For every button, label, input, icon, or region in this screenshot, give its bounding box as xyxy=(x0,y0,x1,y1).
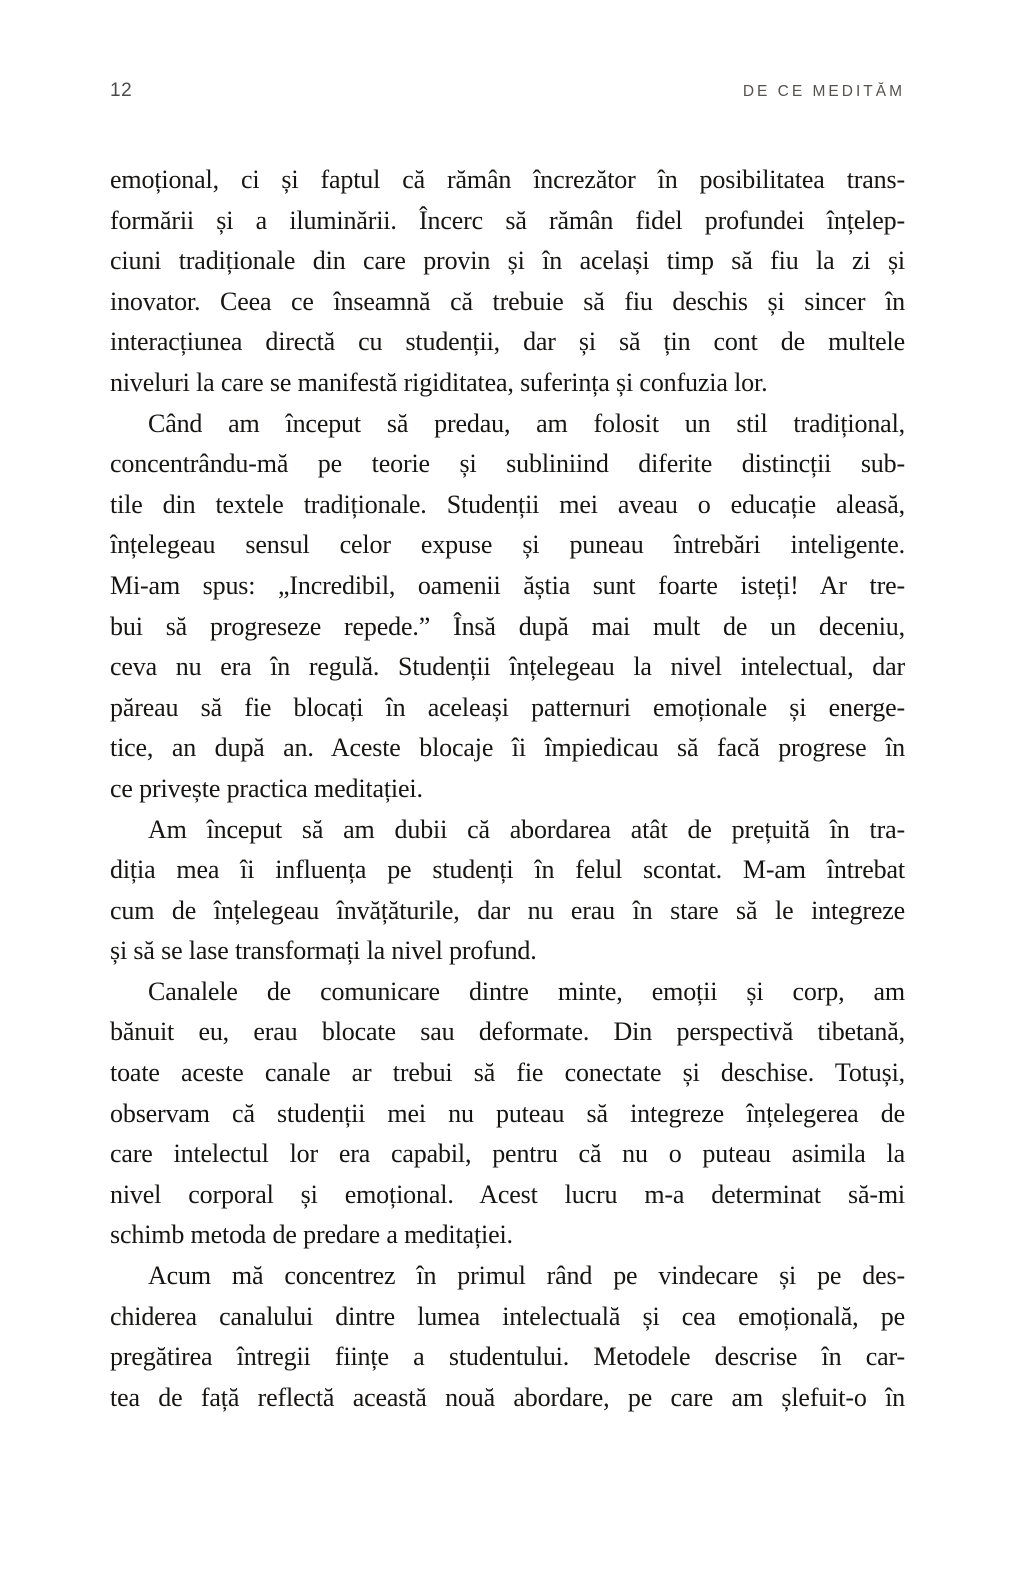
text-line: concentrându-mă pe teorie și subliniind diferite distincții sub- xyxy=(110,449,905,479)
text-line: schimb metoda de predare a meditației. xyxy=(110,1220,513,1250)
running-head: DE CE MEDITĂM xyxy=(742,83,905,100)
text-line: și să se lase transformați la nivel profund. xyxy=(110,936,537,966)
text-line: ciuni tradiționale din care provin și în același timp să fiu la zi și xyxy=(110,246,905,276)
page-number: 12 xyxy=(110,80,133,101)
text-line: inovator. Ceea ce înseamnă că trebuie să fiu deschis și sincer în xyxy=(110,286,905,316)
text-line: diția mea îi influența pe studenți în felul scontat. M-am întrebat xyxy=(110,855,905,885)
text-line: cum de înțelegeau învățăturile, dar nu erau în stare să le integreze xyxy=(110,895,905,925)
text-line: tice, an după an. Aceste blocaje îi împiedicau să facă progrese în xyxy=(110,733,905,763)
text-line: Mi-am spus: „Incredibil, oamenii ăștia sunt foarte isteți! Ar tre- xyxy=(110,570,905,600)
paragraph xyxy=(110,972,905,1256)
paragraph xyxy=(110,810,905,972)
text-line: nivel corporal și emoțional. Acest lucru m-a determinat să-mi xyxy=(110,1179,905,1209)
text-line: observam că studenții mei nu puteau să integreze înțelegerea de xyxy=(110,1098,905,1128)
text-line: Acum mă concentrez în primul rând pe vindecare și pe des- xyxy=(148,1261,905,1291)
text-line: Am început să am dubii că abordarea atât de prețuită în tra- xyxy=(148,814,905,844)
text-line: Canalele de comunicare dintre minte, emoții și corp, am xyxy=(148,976,905,1006)
page-header xyxy=(110,80,905,102)
text-line: pregătirea întregii ființe a studentului. Metodele descrise în car- xyxy=(110,1342,905,1372)
text-line: interacțiunea directă cu studenții, dar și să țin cont de multele xyxy=(110,327,905,357)
paragraph xyxy=(110,1256,905,1418)
text-line: tile din textele tradiționale. Studenții mei aveau o educație aleasă, xyxy=(110,489,905,519)
text-line: bănuit eu, erau blocate sau deformate. Din perspectivă tibetană, xyxy=(110,1017,905,1047)
text-line: bui să progreseze repede.” Însă după mai mult de un deceniu, xyxy=(110,611,905,641)
paragraph xyxy=(110,404,905,810)
body-text xyxy=(110,160,905,1418)
text-line: emoțional, ci și faptul că rămân încrezător în posibilitatea trans- xyxy=(110,165,905,194)
text-line: toate aceste canale ar trebui să fie conectate și deschise. Totuși, xyxy=(110,1058,905,1088)
text-line: ce privește practica meditației. xyxy=(110,773,423,803)
text-line: niveluri la care se manifestă rigiditatea, suferința și confuzia lor. xyxy=(110,367,768,397)
text-line: păreau să fie blocați în aceleași patternuri emoționale și energe- xyxy=(110,692,905,722)
text-line: înțelegeau sensul celor expuse și puneau întrebări inteligente. xyxy=(110,530,905,560)
text-line: ceva nu era în regulă. Studenții înțelegeau la nivel intelectual, dar xyxy=(110,652,905,682)
text-line: chiderea canalului dintre lumea intelectuală și cea emoțională, pe xyxy=(110,1301,905,1331)
paragraph xyxy=(110,160,905,404)
text-line: Când am început să predau, am folosit un stil tradițional, xyxy=(148,408,905,438)
text-line: formării și a iluminării. Încerc să rămân fidel profundei înțelep- xyxy=(110,205,905,235)
text-line: care intelectul lor era capabil, pentru că nu o puteau asimila la xyxy=(110,1139,905,1169)
text-line: tea de față reflectă această nouă abordare, pe care am șlefuit-o în xyxy=(110,1382,905,1412)
